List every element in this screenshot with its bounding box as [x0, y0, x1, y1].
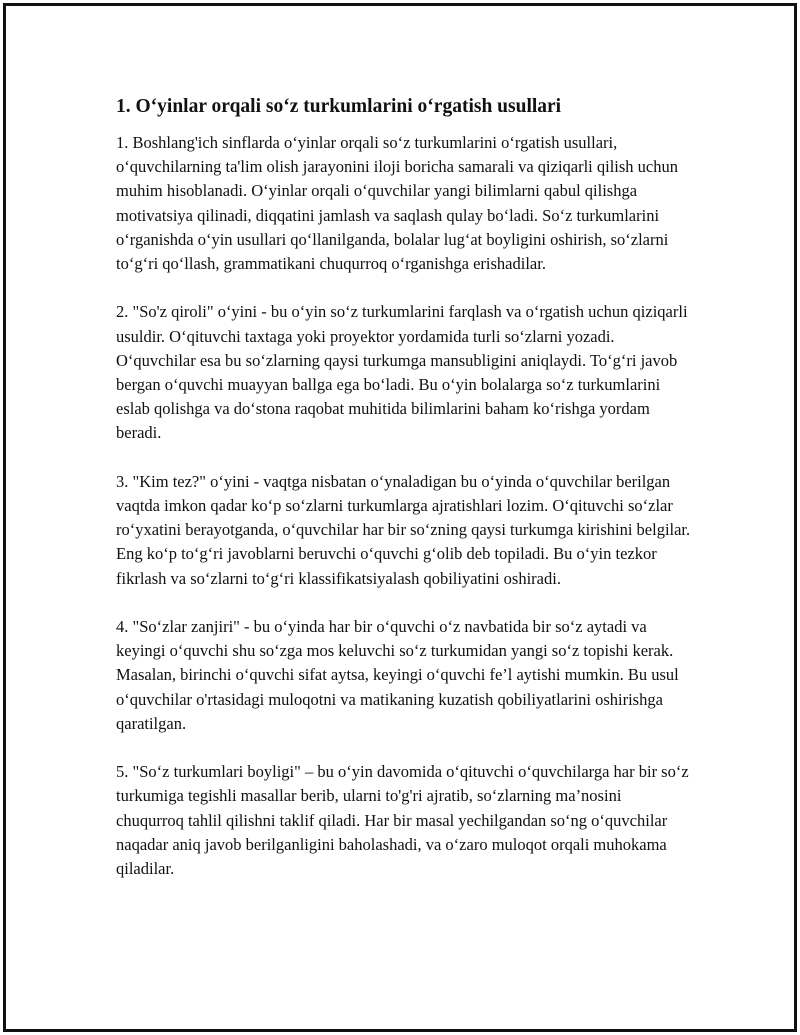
paragraph-1: 1. Boshlang'ich sinflarda o‘yinlar orqali so‘z turkumlarini o‘rgatish usullari, o‘quvchilarning ta'lim olish jarayonini iloji boricha samarali va qiziqarli qilish uchun muhim hisoblanadi. O‘yinlar orqali o‘quvchilar yangi bilimlarni qabul qilishga motivatsiya qilinadi, diqqatini jamlash va saqlash qulay bo‘ladi. So‘z turkumlarini o‘rganishda o‘yin usullari qo‘llanilganda, bolalar lug‘at boyligini oshirish, so‘zlarni to‘g‘ri qo‘llash, grammatikani chuqurroq o‘rganishga erishadilar.	[116, 133, 679, 274]
page-title: 1. O‘yinlar orqali so‘z turkumlarini o‘rgatish usullari	[116, 96, 562, 117]
paragraph-4: 4. "So‘zlar zanjiri" - bu o‘yinda har bir o‘quvchi o‘z navbatida bir so‘z aytadi va keyingi o‘quvchi shu so‘zga mos keluvchi so‘z turkumidan yangi so‘z topishi kerak. Masalan, birinchi o‘quvchi sifat aytsa, keyingi o‘quvchi fe’l aytishi mumkin. Bu usul o‘quvchilar o'rtasidagi muloqotni va matikaning kuzatish qobiliyatlarini oshirishga qaratilgan.	[116, 617, 679, 733]
paragraph-3: 3. "Kim tez?" o‘yini - vaqtga nisbatan o‘ynaladigan bu o‘yinda o‘quvchilar berilgan vaqtda imkon qadar ko‘p so‘zlarni turkumlarga ajratishlari lozim. O‘qituvchi so‘zlar ro‘yxatini berayotganda, o‘quvchilar har bir so‘zning qaysi turkumga kirishini belgilar. Eng ko‘p to‘g‘ri javoblarni beruvchi o‘quvchi g‘olib deb topiladi. Bu o‘yin tezkor fikrlash va so‘zlarni to‘g‘ri klassifikatsiyalash qobiliyatini oshiradi.	[116, 471, 691, 588]
paragraph-2: 2. "So'z qiroli" o‘yini - bu o‘yin so‘z turkumlarini farqlash va o‘rgatish uchun qiziqarli usuldir. O‘qituvchi taxtaga yoki proyektor yordamida turli so‘zlarni yozadi. O‘quvchilar esa bu so‘zlarning qaysi turkumga mansubligini aniqlaydi. To‘g‘ri javob bergan o‘quvchi muayyan ballga ega bo‘ladi. Bu o‘yin bolalarga so‘z turkumlarini eslab qolishga va do‘stona raqobat muhitida bilimlarini baham ko‘rishga yordam beradi.	[116, 302, 688, 443]
paragraph-5: 5. "So‘z turkumlari boyligi" – bu o‘yin davomida o‘qituvchi o‘quvchilarga har bir so‘z turkumiga tegishli masallar berib, ularni to'g'ri ajratib, so‘zlarning ma’nosini chuqurroq tahlil qilishni taklif qiladi. Har bir masal yechilgandan so‘ng o‘quvchilar naqadar aniq javob berilganligini baholashadi, va o‘zaro muloqot orqali muhokama qiladilar.	[116, 762, 689, 879]
document-body	[116, 88, 691, 905]
